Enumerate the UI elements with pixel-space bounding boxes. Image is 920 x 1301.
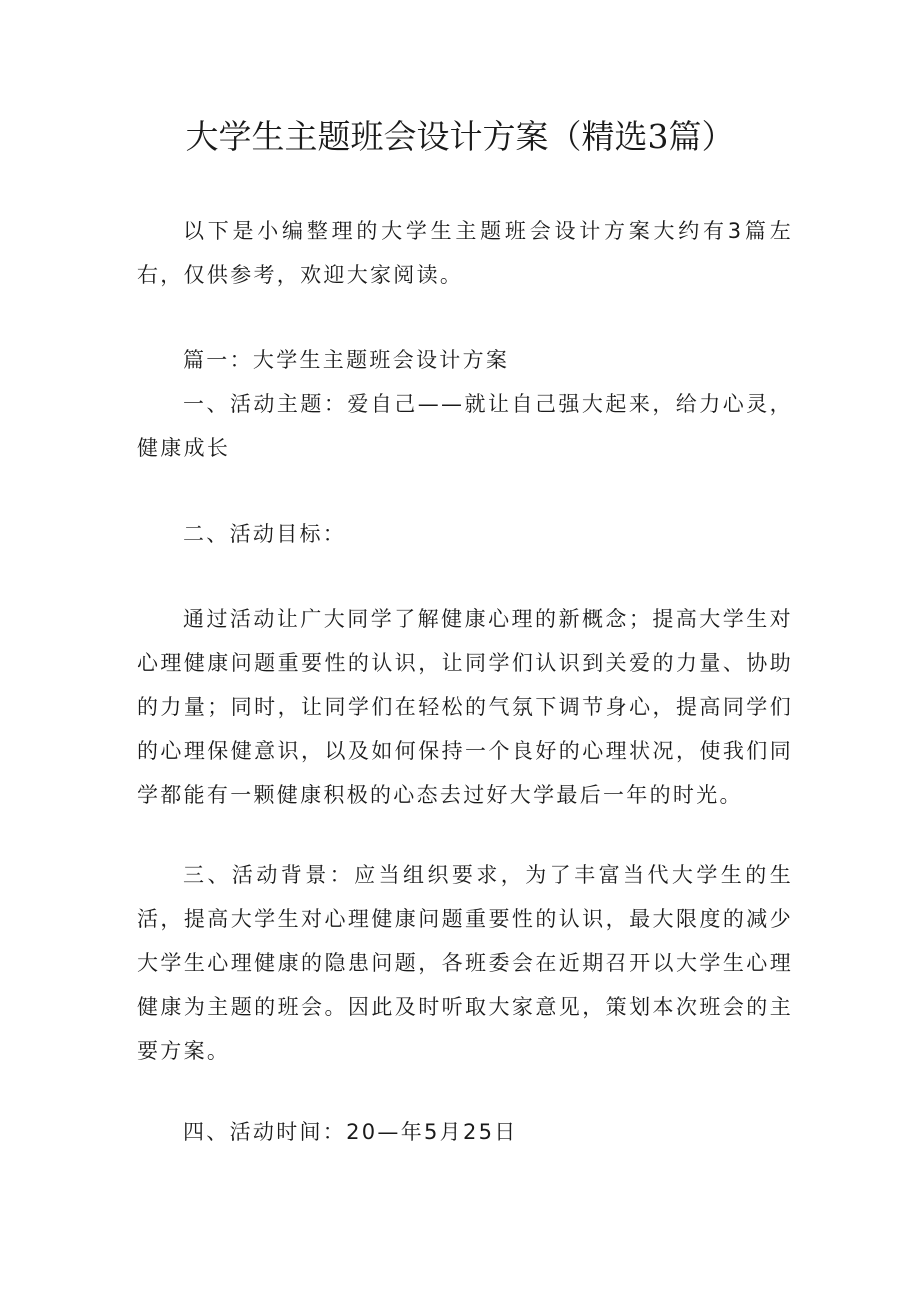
document-title: 大学生主题班会设计方案（精选3篇） — [185, 117, 735, 156]
section-activity-goal-heading: 二、活动目标： — [183, 522, 347, 546]
article-heading: 篇一：大学生主题班会设计方案 — [183, 348, 510, 372]
section-activity-background: 三、活动背景：应当组织要求，为了丰富当代大学生的生活，提高大学生对心理健康问题重要性的认识，最大限度的减少大学生心理健康的隐患问题，各班委会在近期召开以大学生心理健康为主题的班会。因此及时听取大家意见，策划本次班会的主要方案。 — [137, 863, 793, 1063]
section-activity-time: 四、活动时间：20—年5月25日 — [183, 1120, 518, 1144]
section-activity-theme: 一、活动主题：爱自己——就让自己强大起来，给力心灵，健康成长 — [137, 392, 793, 460]
section-activity-goal-body: 通过活动让广大同学了解健康心理的新概念；提高大学生对心理健康问题重要性的认识，让同学们认识到关爱的力量、协助的力量；同时，让同学们在轻松的气氛下调节身心，提高同学们的心理保健意识，以及如何保持一个良好的心理状况，使我们同学都能有一颗健康积极的心态去过好大学最后一年的时光。 — [137, 607, 793, 807]
intro-paragraph: 以下是小编整理的大学生主题班会设计方案大约有3篇左右，仅供参考，欢迎大家阅读。 — [137, 219, 793, 287]
